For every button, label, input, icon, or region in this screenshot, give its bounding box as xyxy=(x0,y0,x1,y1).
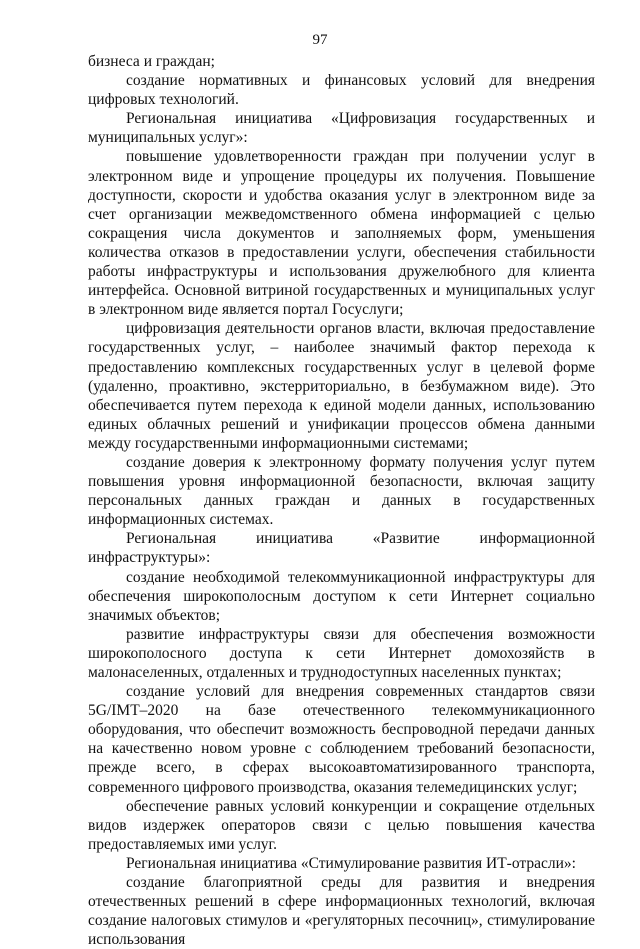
paragraph-8: создание необходимой телекоммуникационной инфраструктуры для обеспечения широкополосным доступом к сети Интернет социально значимых объектов; xyxy=(88,568,595,624)
paragraph-6: создание доверия к электронному формату получения услуг путем повышения уровня информационной безопасности, включая защиту персональных данных граждан и данных в государственных информационных системах. xyxy=(88,453,595,529)
paragraph-4: повышение удовлетворенности граждан при получении услуг в электронном виде и упрощение процедуры их получения. Повышение доступности, скорости и удобства оказания услуг в электронном виде за счет организации межведомственного обмена информацией с целью сокращения числа документов и заполняемых форм, уменьшения количества отказов в предоставлении услуги, обеспечения стабильности работы инфраструктуры и использования дружелюбного для клиента интерфейса. Основной витриной государственных и муниципальных услуг в электронном виде является портал Госуслуги; xyxy=(88,148,595,319)
paragraph-3-heading: Региональная инициатива «Цифровизация государственных и муниципальных услуг»: xyxy=(88,110,595,147)
paragraph-5: цифровизация деятельности органов власти, включая предоставление государственных услуг, – наиболее значимый фактор перехода к предоставлению комплексных государственных услуг в целевой форме (удаленно, проактивно, экстерриториально, в безбумажном виде). Это обеспечивается путем перехода к единой модели данных, использованию единых облачных решений и унификации процессов обмена данными между государственными информационными системами; xyxy=(88,320,595,452)
paragraph-2: создание нормативных и финансовых условий для внедрения цифровых технологий. xyxy=(88,72,595,109)
paragraph-11: обеспечение равных условий конкуренции и сокращение отдельных видов издержек операторов связи с целью повышения качества предоставляемых ими услуг. xyxy=(88,797,595,853)
paragraph-10: создание условий для внедрения современных стандартов связи 5G/IMT–2020 на базе отечественного телекоммуникационного оборудования, что обеспечит возможность беспроводной передачи данных на качественно новом уровне с соблюдением требований безопасности, прежде всего, в сферах высокоавтоматизированного транспорта, современного цифрового производства, оказания телемедицинских услуг; xyxy=(88,683,595,796)
document-body xyxy=(88,52,595,949)
paragraph-7-heading: Региональная инициатива «Развитие информационной инфраструктуры»: xyxy=(88,530,595,567)
paragraph-9: развитие инфраструктуры связи для обеспечения возможности широкополосного доступа к сети Интернет домохозяйств в малонаселенных, отдаленных и труднодоступных населенных пунктах; xyxy=(88,625,595,681)
page-number: 97 xyxy=(312,32,328,48)
paragraph-12-heading: Региональная инициатива «Стимулирование развития ИТ-отрасли»: xyxy=(126,854,576,872)
paragraph-1: бизнеса и граждан; xyxy=(88,53,215,70)
paragraph-13: создание благоприятной среды для развития и внедрения отечественных решений в сфере информационных технологий, включая создание налоговых стимулов и «регуляторных песочниц», стимулирование использования xyxy=(88,874,595,949)
